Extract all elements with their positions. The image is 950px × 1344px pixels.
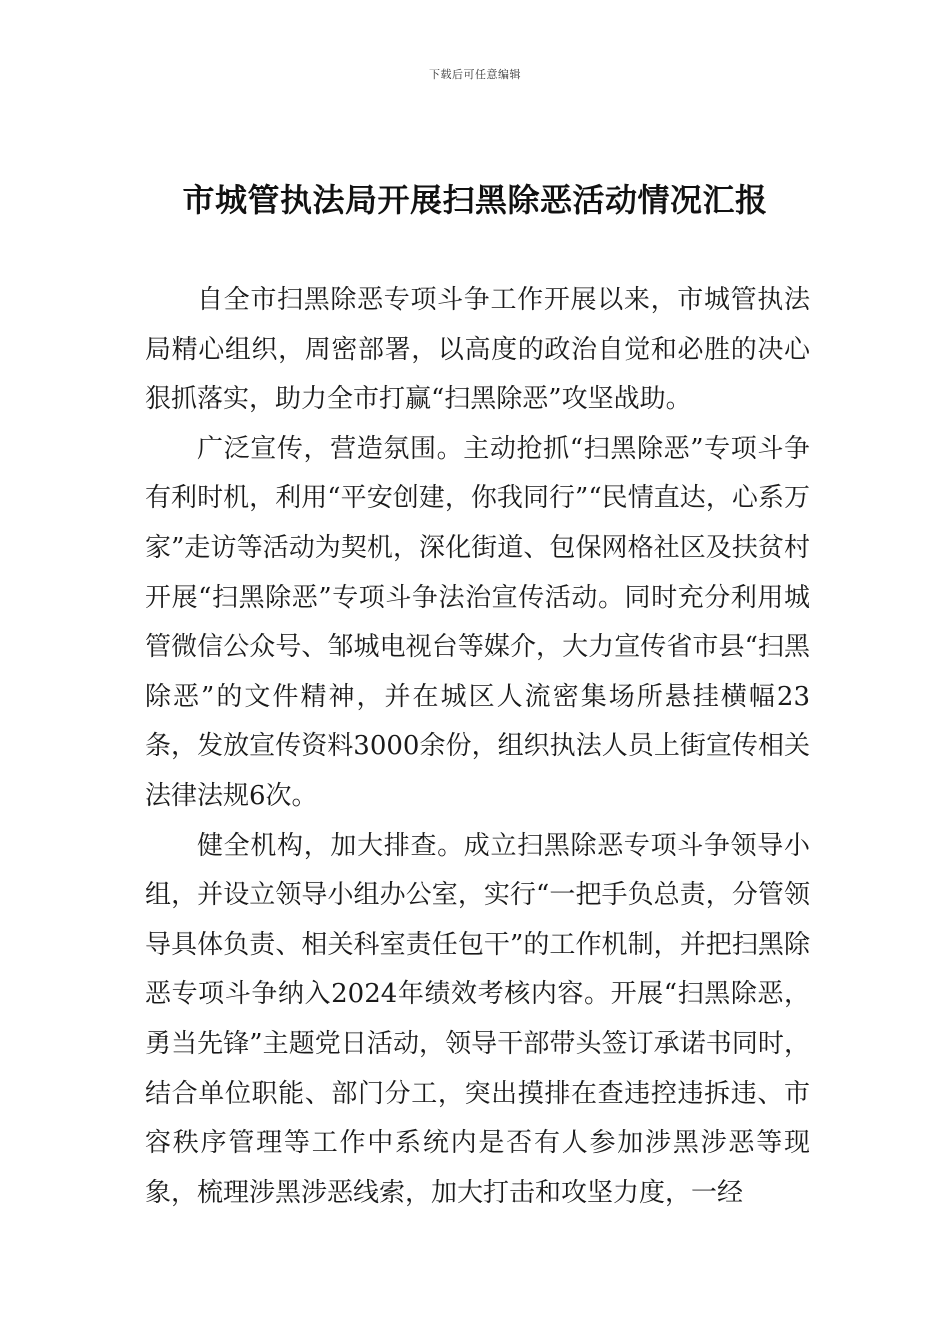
document-body — [145, 276, 810, 1218]
header-note: 下载后可任意编辑 — [429, 68, 521, 81]
paragraph-publicity: 广泛宣传，营造氛围。主动抢抓“扫黑除恶”专项斗争有利时机，利用“平安创建，你我同行”“民情直达，心系万家”走访等活动为契机，深化街道、包保网格社区及扶贫村开展“扫黑除恶”专项斗争法治宣传活动。同时充分利用城管微信公众号、邹城电视台等媒介，大力宣传省市县“扫黑除恶”的文件精神，并在城区人流密集场所悬挂横幅23条，发放宣传资料3000余份，组织执法人员上街宣传相关法律法规6次。 — [145, 433, 810, 811]
paragraph-organization: 健全机构，加大排查。成立扫黑除恶专项斗争领导小组，并设立领导小组办公室，实行“一把手负总责，分管领导具体负责、相关科室责任包干”的工作机制，并把扫黑除恶专项斗争纳入2024年绩效考核内容。开展“扫黑除恶，勇当先锋”主题党日活动，领导干部带头签订承诺书同时，结合单位职能、部门分工，突出摸排在查违控违拆违、市容秩序管理等工作中系统内是否有人参加涉黑涉恶等现象，梳理涉黑涉恶线索，加大打击和攻坚力度，一经 — [145, 830, 810, 1208]
document-title: 市城管执法局开展扫黑除恶活动情况汇报 — [182, 181, 768, 219]
paragraph-intro: 自全市扫黑除恶专项斗争工作开展以来，市城管执法局精心组织，周密部署，以高度的政治自觉和必胜的决心狠抓落实，助力全市打赢“扫黑除恶”攻坚战助。 — [145, 285, 810, 415]
